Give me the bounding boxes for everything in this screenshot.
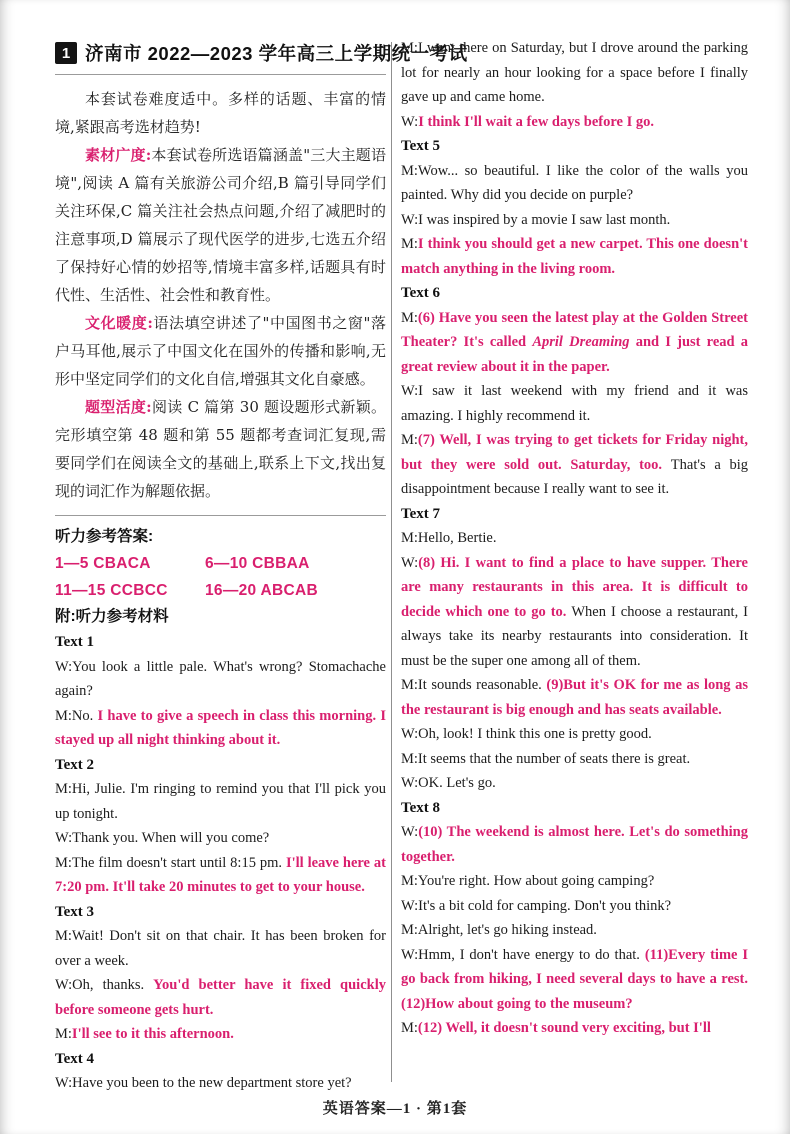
highlighted-answer-text: (9)But it's OK for me as long as the restaurant is big enough and has seats available. bbox=[401, 677, 749, 718]
dialogue-line bbox=[401, 673, 748, 722]
dialogue-text: W:Hmm, I don't have energy to do that. bbox=[401, 946, 645, 963]
right-column bbox=[401, 36, 748, 1041]
dialogue-line bbox=[55, 973, 386, 1022]
highlighted-answer-text: I'll see to it this afternoon. bbox=[71, 1026, 234, 1042]
dialogue-text: M:It seems that the number of seats there is great. bbox=[401, 750, 691, 767]
highlighted-answer-text: I think you should get a new carpet. This one doesn't match anything in the living room. bbox=[401, 236, 748, 277]
answer-range: 6—10 CBBAA bbox=[205, 555, 310, 572]
listening-answers-grid bbox=[55, 550, 386, 604]
text-heading: Text 7 bbox=[401, 505, 441, 522]
highlighted-answer-text: (7) Well, I was trying to get tickets for Friday night, but they were sold out. Saturday, too. bbox=[401, 432, 748, 473]
dialogue-text: W:Oh, thanks. bbox=[55, 977, 154, 993]
section-text: 语法填空讲述了"中国图书之窗"落户马耳他,展示了中国文化在国外的传播和影响,无形中坚定同学们的文化自信,增强其文化自豪感。 bbox=[55, 314, 386, 388]
text-heading: Text 6 bbox=[401, 285, 441, 301]
section-label: 素材广度: bbox=[85, 146, 152, 164]
dialogue-line bbox=[401, 428, 748, 502]
dialogue-line bbox=[401, 771, 748, 796]
dialogue-text: W:Have you been to the new department store yet? bbox=[55, 1075, 352, 1091]
dialogue-line bbox=[401, 820, 748, 869]
dialogue-text: W:I saw it last weekend with my friend and it was amazing. I highly recommend it. bbox=[401, 383, 748, 424]
dialogue-line bbox=[55, 826, 386, 851]
dialogue-text: That's a big disappointment because I really want to see it. bbox=[401, 456, 748, 497]
dialogue-line bbox=[401, 551, 748, 674]
answer-range: 1—5 CBACA bbox=[55, 555, 151, 572]
dialogue-line bbox=[55, 1022, 386, 1047]
dialogue-text: M:The film doesn't start until 8:15 pm. bbox=[55, 854, 286, 871]
dialogue-line bbox=[401, 159, 748, 208]
dialogue-line bbox=[55, 655, 386, 704]
dialogue-line bbox=[55, 1071, 386, 1096]
dialogue-line bbox=[401, 722, 748, 747]
dialogue-text: M:It sounds reasonable. bbox=[401, 677, 547, 693]
text-heading: Text 1 bbox=[55, 634, 95, 650]
dialogue-text: M:Wow... so beautiful. I like the color of the walls you painted. Why did you decide on purple? bbox=[401, 162, 748, 203]
dialogue-text: M:Hello, Bertie. bbox=[401, 530, 497, 546]
text-heading: Text 8 bbox=[401, 799, 441, 816]
intro-paragraph: 本套试卷难度适中。多样的话题、丰富的情境,紧跟高考选材趋势! bbox=[55, 90, 386, 136]
dialogue-text: W: bbox=[401, 554, 419, 571]
highlighted-answer-text: (12) Well, it doesn't sound very exciting, but I'll bbox=[417, 1020, 711, 1036]
dialogue-text: M:Wait! Don't sit on that chair. It has been broken for over a week. bbox=[55, 928, 386, 969]
dialogue-line bbox=[401, 36, 748, 110]
page-footer: 英语答案—1 · 第1套 bbox=[322, 1101, 468, 1117]
section-text: 本套试卷所选语篇涵盖"三大主题语境",阅读 A 篇有关旅游公司介绍,B 篇引导同学们关注环保,C 篇关注社会热点问题,介绍了减肥时的注意事项,D 篇展示了现代医学的进步,七选五介绍了保持好心情的妙招等,情境丰富多样,话题具有时代性、生活性、社会性和教育性。 bbox=[55, 146, 386, 304]
highlighted-answer-text: (8) Hi. I want to find a place to have supper. There are many restaurants in this area. It is difficult to decide which one to go to. bbox=[401, 554, 748, 620]
section-text: 阅读 C 篇第 30 题设题形式新颖。完形填空第 48 题和第 55 题都考查词汇复现,需要同学们在阅读全文的基础上,联系上下文,找出复现的词汇作为解题依据。 bbox=[55, 398, 386, 500]
dialogue-line bbox=[401, 869, 748, 894]
dialogue-text: W:I was inspired by a movie I saw last month. bbox=[401, 211, 671, 228]
dialogue-line bbox=[401, 894, 748, 919]
dialogue-text: M: bbox=[55, 1026, 72, 1042]
answer-range: 11—15 CCBCC bbox=[55, 582, 168, 599]
dialogue-line bbox=[401, 208, 748, 233]
dialogue-text: W:You look a little pale. What's wrong? Stomachache again? bbox=[55, 658, 386, 699]
dialogue-text: W:It's a bit cold for camping. Don't you think? bbox=[401, 897, 672, 914]
intro-section-question-types bbox=[55, 393, 386, 505]
answer-range: 16—20 ABCAB bbox=[205, 582, 318, 599]
dialogue-line bbox=[401, 110, 748, 135]
dialogue-text: M: bbox=[401, 309, 418, 326]
section-number-badge: 1 bbox=[55, 42, 77, 64]
dialogue-line bbox=[55, 777, 386, 826]
dialogue-line bbox=[401, 747, 748, 772]
dialogue-line bbox=[401, 918, 748, 943]
listening-answers-heading: 听力参考答案: bbox=[55, 528, 154, 545]
column-divider bbox=[391, 42, 392, 1082]
dialogue-text: W: bbox=[401, 113, 419, 130]
text-heading: Text 3 bbox=[55, 903, 95, 920]
title-rule bbox=[55, 74, 386, 75]
dialogue-line bbox=[55, 851, 386, 900]
exam-title-row bbox=[55, 40, 468, 66]
text-heading: Text 5 bbox=[401, 138, 441, 154]
dialogue-text: M: bbox=[401, 1020, 418, 1036]
dialogue-line bbox=[401, 1016, 748, 1041]
dialogue-line bbox=[401, 379, 748, 428]
highlighted-answer-text: and I just read a great review about it in the paper. bbox=[401, 334, 749, 375]
appendix-heading: 附:听力参考材料 bbox=[55, 608, 169, 625]
section-rule bbox=[55, 515, 386, 516]
dialogue-text: M:Hi, Julie. I'm ringing to remind you that I'll pick you up tonight. bbox=[55, 781, 386, 822]
dialogue-text: M:You're right. How about going camping? bbox=[401, 873, 655, 889]
transcript-right bbox=[401, 36, 748, 1041]
dialogue-line bbox=[55, 704, 386, 753]
highlighted-answer-text: (11)Every time I go back from hiking, I need several days to have a rest. (12)How about going to the museum? bbox=[401, 946, 748, 1012]
intro-section-culture bbox=[55, 309, 386, 393]
highlighted-answer-text: You'd better have it fixed quickly before someone gets hurt. bbox=[55, 977, 386, 1018]
dialogue-line bbox=[401, 306, 748, 380]
dialogue-line bbox=[401, 232, 748, 281]
highlighted-answer-text: April Dreaming bbox=[532, 334, 630, 350]
dialogue-text: M:I went there on Saturday, but I drove around the parking lot for nearly an hour looking for a space before I finally gave up and came home. bbox=[401, 40, 748, 105]
dialogue-text: When I choose a restaurant, I always take its nearby restaurants into consideration. It must be the super one among all of them. bbox=[401, 603, 748, 669]
section-label: 题型活度: bbox=[85, 398, 152, 416]
dialogue-text: M:No. bbox=[55, 707, 98, 724]
dialogue-text: W: bbox=[401, 824, 419, 840]
text-heading: Text 2 bbox=[55, 756, 95, 773]
highlighted-answer-text: (10) The weekend is almost here. Let's do something together. bbox=[401, 824, 748, 865]
dialogue-text: M:Alright, let's go hiking instead. bbox=[401, 922, 597, 938]
dialogue-text: W:Oh, look! I think this one is pretty good. bbox=[401, 726, 652, 742]
exam-review-intro bbox=[55, 85, 386, 505]
dialogue-text: W:Thank you. When will you come? bbox=[55, 830, 270, 846]
dialogue-line bbox=[401, 526, 748, 551]
highlighted-answer-text: I think I'll wait a few days before I go. bbox=[418, 113, 654, 130]
highlighted-answer-text: I'll leave here at 7:20 pm. It'll take 20 minutes to get to your house. bbox=[55, 854, 386, 895]
highlighted-answer-text: I have to give a speech in class this morning. I stayed up all night thinking about it. bbox=[55, 707, 386, 748]
dialogue-text: M: bbox=[401, 432, 418, 448]
dialogue-line bbox=[55, 924, 386, 973]
section-label: 文化暖度: bbox=[85, 314, 153, 332]
dialogue-text: M: bbox=[401, 236, 418, 252]
highlighted-answer-text: (6) Have you seen the latest play at the Golden Street Theater? It's called bbox=[401, 309, 748, 350]
dialogue-text: W:OK. Let's go. bbox=[401, 775, 496, 791]
intro-section-material bbox=[55, 141, 386, 309]
text-heading: Text 4 bbox=[55, 1050, 95, 1067]
dialogue-line bbox=[401, 943, 748, 1017]
transcript-left bbox=[55, 630, 386, 1096]
exam-title: 济南市 2022—2023 学年高三上学期统一考试 bbox=[85, 43, 468, 64]
